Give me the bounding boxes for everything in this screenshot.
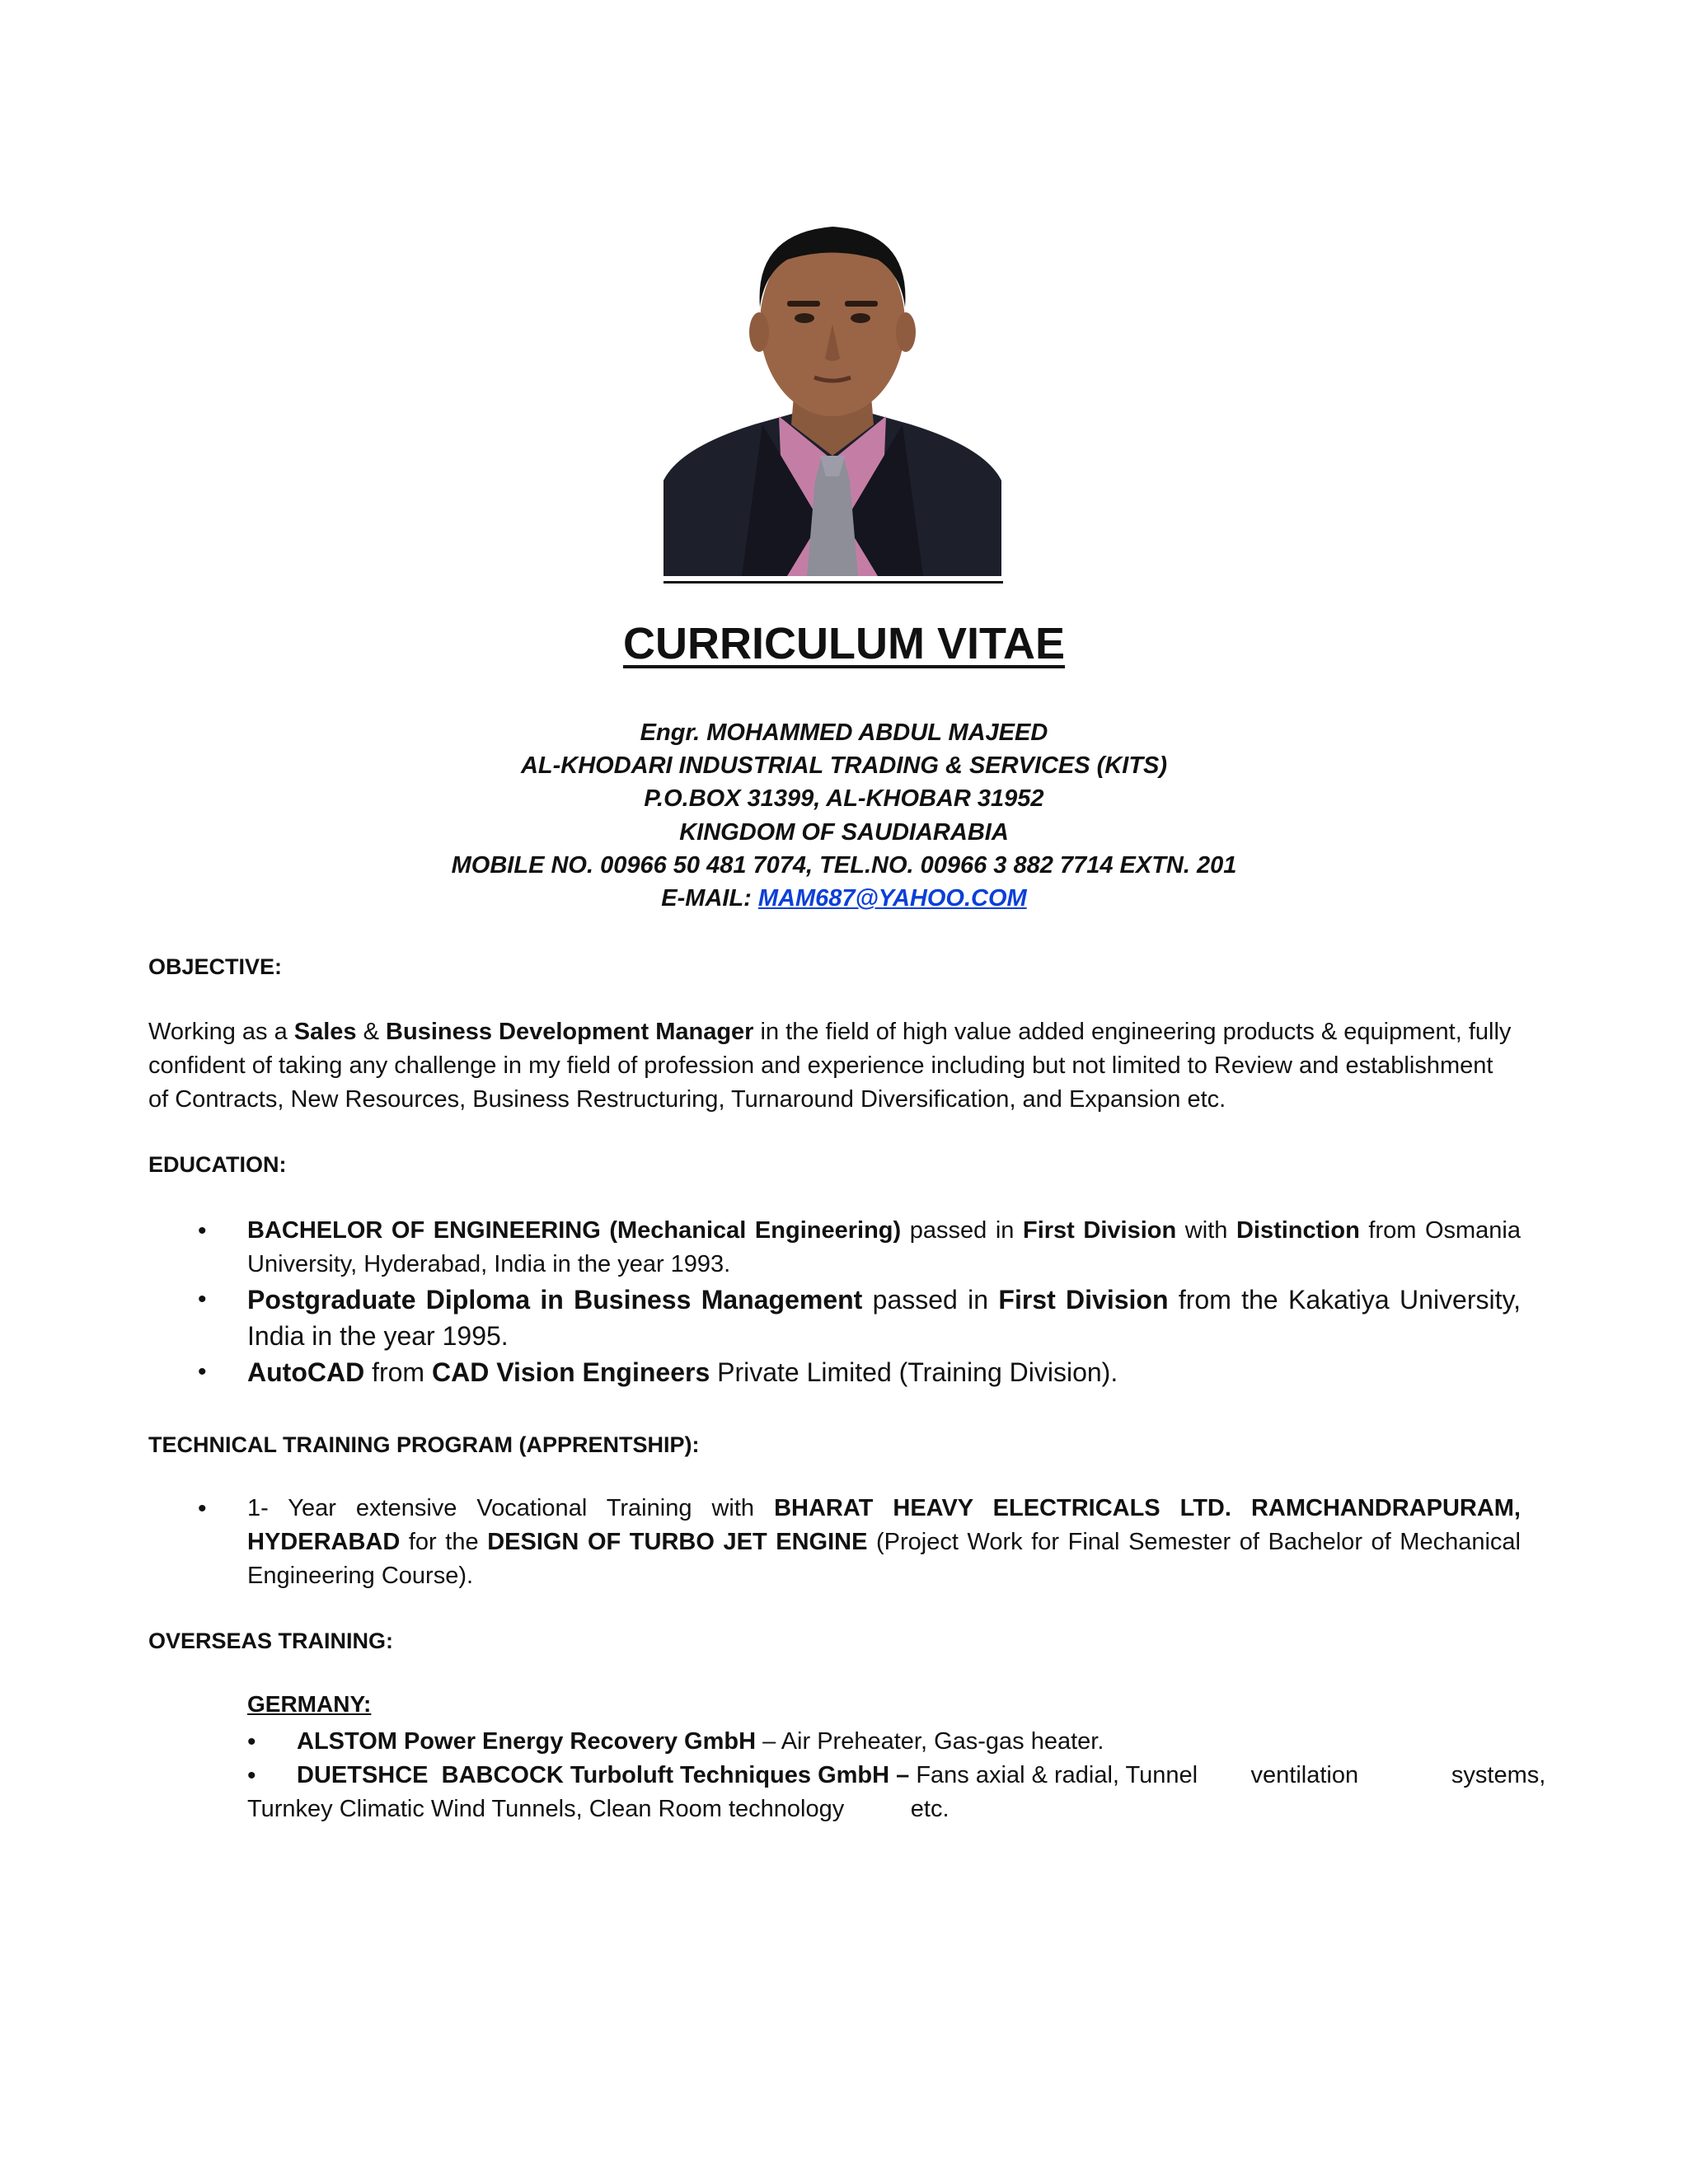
text-part: Private Limited (Training Division). — [710, 1357, 1118, 1387]
objective-bold-sales: Sales — [293, 1019, 357, 1045]
training-list — [247, 1492, 1521, 1593]
germany-item-alstom — [247, 1725, 1521, 1759]
distinction-text: Distinction — [1236, 1217, 1360, 1244]
profile-photo-frame — [663, 209, 1003, 579]
education-list — [247, 1214, 1521, 1390]
text-part: 1- Year extensive Vocational Training with — [247, 1495, 775, 1521]
germany-list — [247, 1725, 1546, 1826]
training-heading: TECHNICAL TRAINING PROGRAM (APPRENTSHIP): — [148, 1432, 700, 1457]
bullet-icon: • — [247, 1728, 256, 1755]
training-item — [247, 1492, 1521, 1593]
germany-subheading: GERMANY: — [247, 1691, 372, 1717]
text-part: passed in — [862, 1285, 999, 1315]
company-name: DUETSHCE BABCOCK Turboluft Techniques GmbH – — [297, 1762, 910, 1788]
text-part: from — [364, 1357, 432, 1387]
text-part: from the Kakatiya University, India in the year 1995. — [247, 1285, 1522, 1351]
photo-underline — [663, 581, 1003, 583]
text-part: Fans axial & radial, Tunnel ventilation systems, — [909, 1762, 1546, 1788]
objective-text-part: in the field of high value added engineering products & equipment, fully confident of taking any challenge in my field of profession and experience including but not limited to Review and establishment of Contracts, New Resources, Business Restructuring, Turnaround Diversification, and Expansion etc. — [148, 1019, 1512, 1113]
objective-text — [148, 1015, 1517, 1117]
germany-item-babcock — [247, 1759, 1546, 1793]
text-part: from Osmania University, Hyderabad, India in the year 1993. — [247, 1217, 1522, 1277]
company-name: ALSTOM Power Energy Recovery GmbH — [297, 1728, 757, 1755]
contact-company: AL-KHODARI INDUSTRIAL TRADING & SERVICES (KITS) — [520, 752, 1168, 779]
autocad-title: AutoCAD — [247, 1357, 365, 1387]
page-title: CURRICULUM VITAE — [623, 619, 1065, 668]
division-text: First Division — [998, 1285, 1169, 1315]
germany-item-babcock-continued: Turnkey Climatic Wind Tunnels, Clean Room technology etc. — [247, 1796, 950, 1822]
company-name: BHARAT HEAVY ELECTRICALS LTD. RAMCHANDRAPURAM, HYDERABAD — [247, 1495, 1521, 1555]
education-heading: EDUCATION: — [148, 1152, 287, 1177]
contact-email-line — [0, 885, 1688, 912]
email-link[interactable]: MAM687@YAHOO.COM — [757, 885, 1027, 912]
education-item-autocad — [247, 1354, 1521, 1390]
degree-title: BACHELOR OF ENGINEERING (Mechanical Engineering) — [247, 1217, 902, 1244]
objective-text-part: & — [356, 1019, 387, 1045]
text-part: for the — [400, 1529, 488, 1555]
division-text: First Division — [1023, 1217, 1177, 1244]
email-label: E-MAIL: — [661, 885, 752, 912]
education-item-diploma — [247, 1282, 1521, 1354]
profile-photo — [663, 209, 1001, 576]
overseas-heading: OVERSEAS TRAINING: — [148, 1629, 394, 1653]
education-item-bachelor — [247, 1214, 1521, 1282]
bullet-icon: • — [247, 1762, 256, 1789]
objective-bold-role: Business Development Manager — [386, 1019, 754, 1045]
contact-pobox: P.O.BOX 31399, AL-KHOBAR 31952 — [644, 785, 1044, 812]
text-part: passed in — [901, 1217, 1023, 1244]
project-title: DESIGN OF TURBO JET ENGINE — [487, 1529, 868, 1555]
text-part: with — [1176, 1217, 1236, 1244]
diploma-title: Postgraduate Diploma in Business Management — [247, 1285, 863, 1315]
objective-text-part: Working as a — [148, 1019, 294, 1045]
text-part: (Project Work for Final Semester of Bachelor of Mechanical Engineering Course). — [247, 1529, 1521, 1589]
contact-name: Engr. MOHAMMED ABDUL MAJEED — [640, 719, 1048, 746]
objective-heading: OBJECTIVE: — [148, 954, 283, 979]
contact-phones: MOBILE NO. 00966 50 481 7074, TEL.NO. 00966 3 882 7714 EXTN. 201 — [451, 852, 1237, 879]
institute-name: CAD Vision Engineers — [431, 1357, 710, 1387]
text-part: – Air Preheater, Gas-gas heater. — [756, 1728, 1104, 1755]
contact-country: KINGDOM OF SAUDIARABIA — [679, 819, 1009, 846]
